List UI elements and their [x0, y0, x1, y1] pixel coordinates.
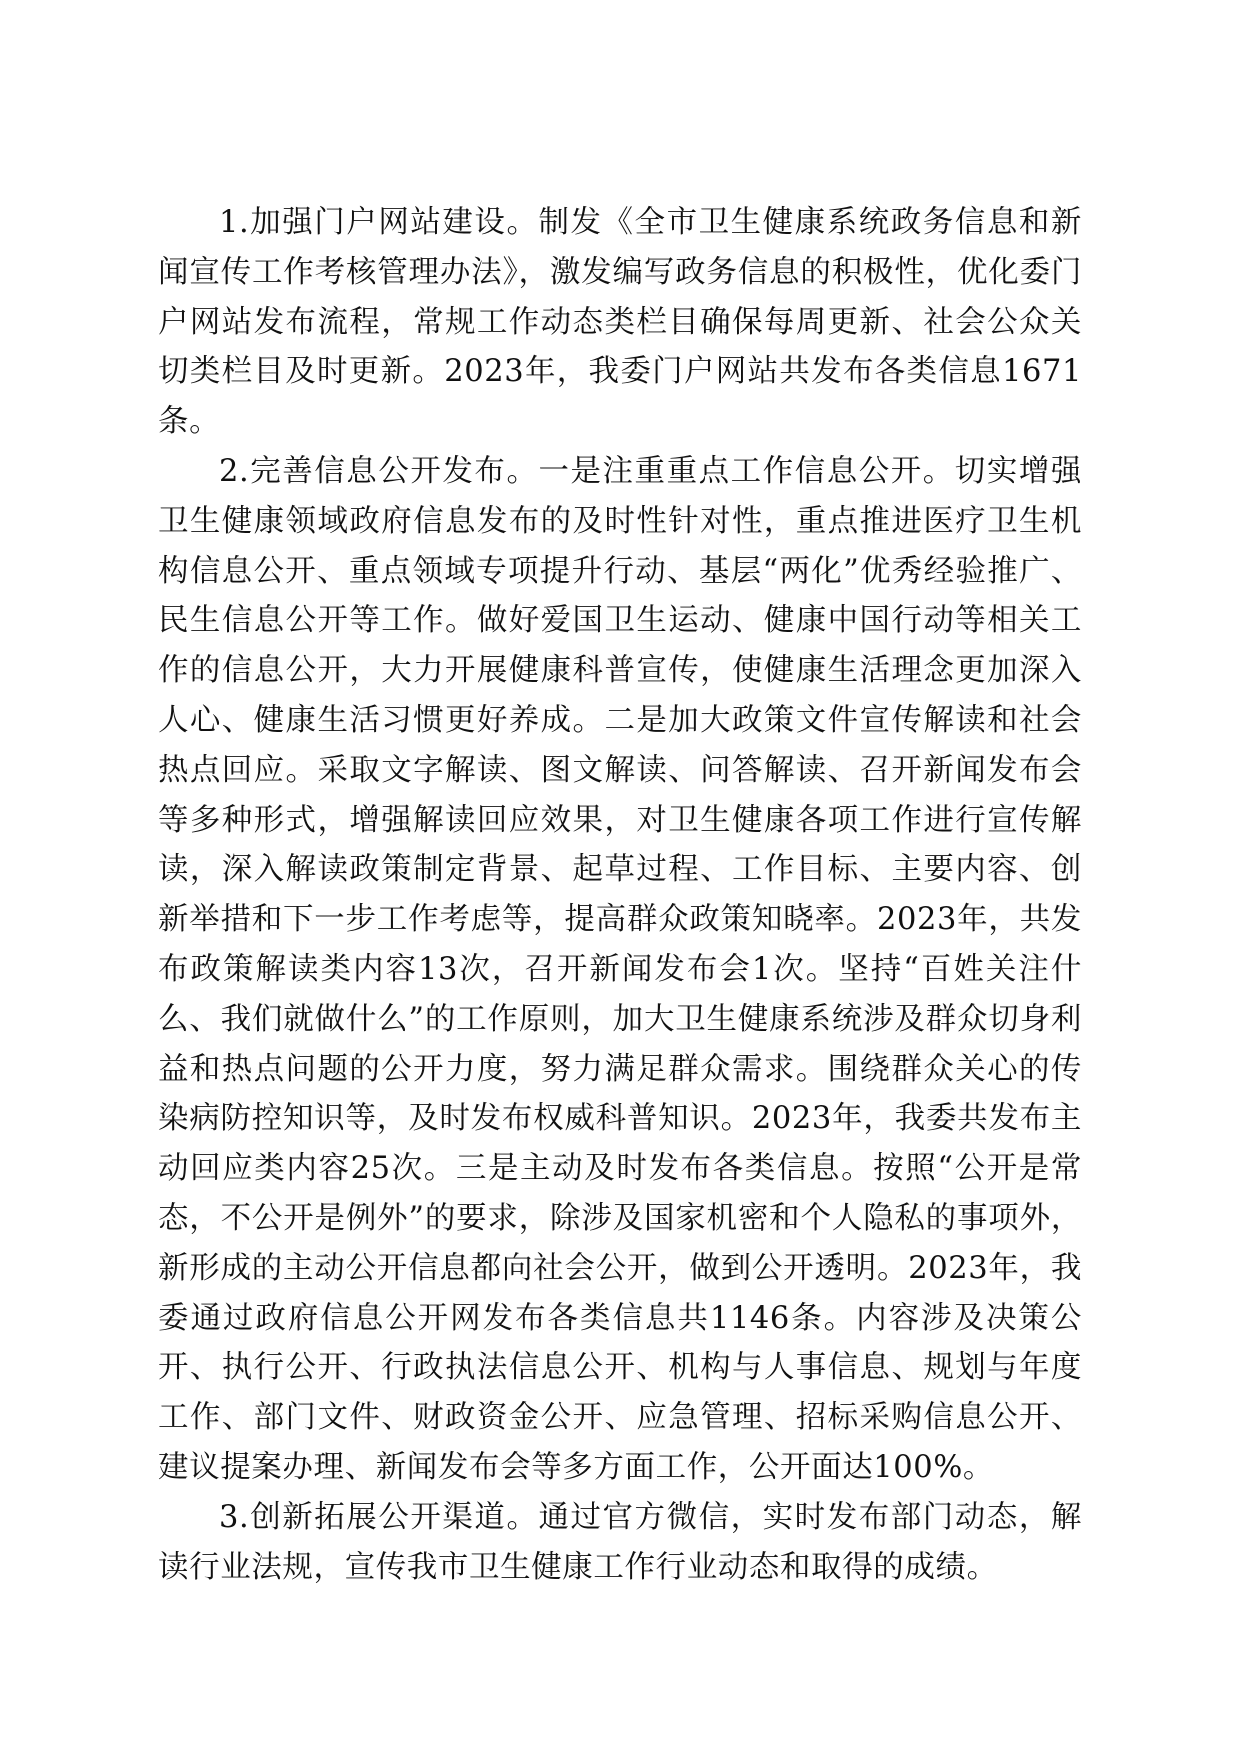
paragraph-disclosure-channels: 3.创新拓展公开渠道。通过官方微信，实时发布部门动态，解读行业法规，宣传我市卫生健康工作行业动态和取得的成绩。: [158, 1499, 1082, 1585]
paragraph-portal-website: 1.加强门户网站建设。制发《全市卫生健康系统政务信息和新闻宣传工作考核管理办法》，激发编写政务信息的积极性，优化委门户网站发布流程，常规工作动态类栏目确保每周更新、社会公众关切类栏目及时更新。2023年，我委门户网站共发布各类信息1671条。: [158, 205, 1082, 440]
paragraph-information-disclosure: 2.完善信息公开发布。一是注重重点工作信息公开。切实增强卫生健康领域政府信息发布的及时性针对性，重点推进医疗卫生机构信息公开、重点领域专项提升行动、基层“两化”优秀经验推广、民生信息公开等工作。做好爱国卫生运动、健康中国行动等相关工作的信息公开，大力开展健康科普宣传，使健康生活理念更加深入人心、健康生活习惯更好养成。二是加大政策文件宣传解读和社会热点回应。采取文字解读、图文解读、问答解读、召开新闻发布会等多种形式，增强解读回应效果，对卫生健康各项工作进行宣传解读，深入解读政策制定背景、起草过程、工作目标、主要内容、创新举措和下一步工作考虑等，提高群众政策知晓率。2023年，共发布政策解读类内容13次，召开新闻发布会1次。坚持“百姓关注什么、我们就做什么”的工作原则，加大卫生健康系统涉及群众切身利益和热点问题的公开力度，努力满足群众需求。围绕群众关心的传染病防控知识等，及时发布权威科普知识。2023年，我委共发布主动回应类内容25次。三是主动及时发布各类信息。按照“公开是常态，不公开是例外”的要求，除涉及国家机密和个人隐私的事项外，新形成的主动公开信息都向社会公开，做到公开透明。2023年，我委通过政府信息公开网发布各类信息共1146条。内容涉及决策公开、执行公开、行政执法信息公开、机构与人事信息、规划与年度工作、部门文件、财政资金公开、应急管理、招标采购信息公开、建议提案办理、新闻发布会等多方面工作，公开面达100%。: [158, 453, 1082, 1485]
document-body: [158, 198, 1082, 1592]
